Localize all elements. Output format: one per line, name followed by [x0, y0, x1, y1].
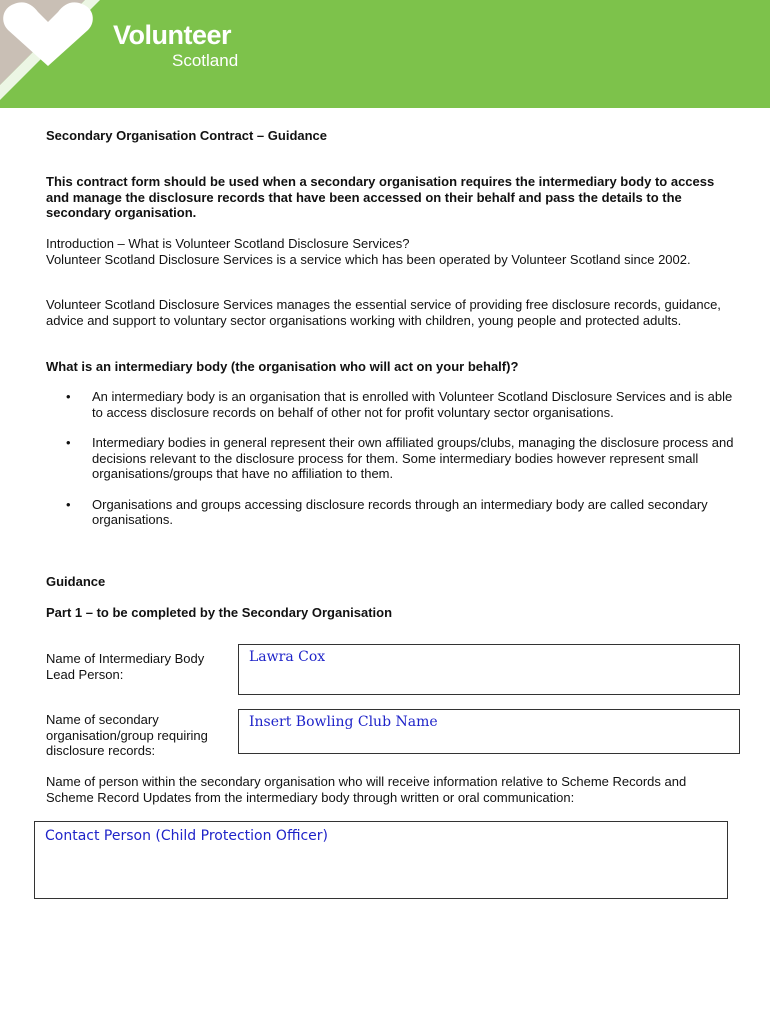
logo-wordmark: Volunteer	[113, 20, 232, 50]
part1-heading: Part 1 – to be completed by the Secondary Organisation	[46, 605, 393, 620]
guidance-heading: Guidance	[46, 574, 106, 589]
list-item	[46, 497, 736, 528]
bullet-text: An intermediary body is an organisation that is enrolled with Volunteer Scotland Disclosure Services and is able to access disclosure records on behalf of other not for profit voluntary sector organisations.	[92, 389, 733, 420]
lead-person-label: Name of Intermediary Body Lead Person:	[46, 651, 205, 682]
intermediary-question: What is an intermediary body (the organisation who will act on your behalf)?	[46, 359, 519, 374]
contact-person-field[interactable]	[34, 821, 728, 899]
intro-text: Volunteer Scotland Disclosure Services is a service which has been operated by Volunteer Scotland since 2002.	[46, 251, 691, 267]
bullet-icon: •	[66, 389, 71, 404]
services-paragraph: Volunteer Scotland Disclosure Services manages the essential service of providing free disclosure records, guidance, advice and support to voluntary sector organisations working with children, young people and protected adults.	[46, 297, 721, 328]
intro-bold-paragraph: This contract form should be used when a secondary organisation requires the intermediary body to access and manage the disclosure records that have been accessed on their behalf and pass the details to the secondary organisation.	[46, 174, 715, 220]
bullet-icon: •	[66, 435, 71, 450]
list-item	[46, 435, 736, 482]
heart-logo-icon	[0, 0, 100, 70]
bullet-icon: •	[66, 496, 71, 512]
page-title: Secondary Organisation Contract – Guidance	[46, 128, 328, 143]
lead-person-value[interactable]: Lawra Cox	[249, 649, 326, 665]
logo-subtitle: Scotland	[172, 51, 239, 70]
secondary-org-label: Name of secondary organisation/group requiring disclosure records:	[46, 712, 208, 758]
contact-person-label: Name of person within the secondary organisation who will receive information relative to Scheme Records and Scheme Record Updates from the intermediary body through written or oral communication:	[46, 774, 687, 805]
bullet-text: Intermediary bodies in general represent their own affiliated groups/clubs, managing the disclosure process and decisions relevant to the disclosure process for them. Some intermediary bodies however represent small organisations/groups that have no affiliation to them.	[92, 435, 734, 481]
header-banner	[0, 0, 770, 108]
contact-person-value[interactable]: Contact Person (Child Protection Officer)	[45, 828, 329, 844]
secondary-org-field[interactable]	[238, 709, 740, 754]
intro-heading: Introduction – What is Volunteer Scotland Disclosure Services?	[46, 236, 410, 251]
secondary-org-value[interactable]: Insert Bowling Club Name	[249, 714, 438, 730]
bullet-text: Organisations and groups accessing disclosure records through an intermediary body are called secondary organisations.	[92, 496, 708, 527]
lead-person-field[interactable]	[238, 644, 740, 695]
corner-decoration	[0, 0, 770, 108]
intermediary-bullet-list	[46, 389, 736, 543]
list-item	[46, 389, 736, 420]
